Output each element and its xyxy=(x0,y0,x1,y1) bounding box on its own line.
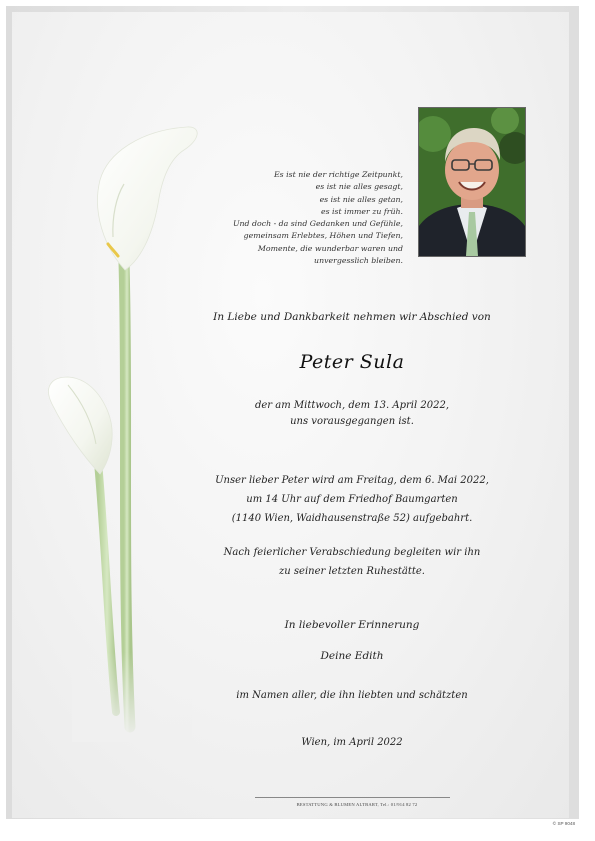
poem-line: es ist nie alles gesagt, xyxy=(315,182,403,192)
footer-divider xyxy=(255,797,450,798)
death-date-line: uns vorausgegangen ist. xyxy=(290,416,414,427)
poem-line: Es ist nie der richtige Zeitpunkt, xyxy=(273,170,403,179)
poem-line: unvergesslich bleiben. xyxy=(314,256,403,266)
farewell-line: zu seiner letzten Ruhestätte. xyxy=(279,566,425,577)
portrait-photo xyxy=(418,107,526,257)
funeral-details xyxy=(152,471,552,528)
poem xyxy=(173,169,403,267)
poem-line: Und doch - da sind Gedanken und Gefühle, xyxy=(232,219,403,229)
death-date xyxy=(152,398,552,430)
poem-line: es ist immer zu früh. xyxy=(320,206,403,216)
intro-text: In Liebe und Dankbarkeit nehmen wir Abschied von xyxy=(213,311,491,323)
portrait-icon xyxy=(419,108,525,256)
poem-line: Momente, die wunderbar waren und xyxy=(257,243,403,253)
obituary-sheet xyxy=(12,12,569,818)
farewell-text xyxy=(152,543,552,581)
poem-line: gemeinsam Erlebtes, Höhen und Tiefen, xyxy=(243,231,403,241)
poem-line: es ist nie alles getan, xyxy=(319,194,403,204)
death-date-line: der am Mittwoch, dem 13. April 2022, xyxy=(254,400,450,411)
memory-text: In liebevoller Erinnerung xyxy=(284,619,420,631)
funeral-details-line: um 14 Uhr auf dem Friedhof Baumgarten xyxy=(246,494,458,505)
funeral-details-line: (1140 Wien, Waidhausenstraße 52) aufgebahrt. xyxy=(231,513,473,524)
template-code: © SP 9048 xyxy=(552,821,575,826)
place-date: Wien, im April 2022 xyxy=(301,737,403,748)
on-behalf-text: im Namen aller, die ihn liebten und schätzten xyxy=(236,690,468,701)
deceased-name: Peter Sula xyxy=(299,351,405,373)
funeral-details-line: Unser lieber Peter wird am Freitag, dem 6. Mai 2022, xyxy=(215,475,489,486)
farewell-line: Nach feierlicher Verabschiedung begleiten wir ihn xyxy=(223,547,481,558)
signature: Deine Edith xyxy=(320,650,384,662)
footer-undertaker: BESTATTUNG & BLUMEN ALTBART, Tel.: 01/914 82 72 xyxy=(296,802,418,807)
